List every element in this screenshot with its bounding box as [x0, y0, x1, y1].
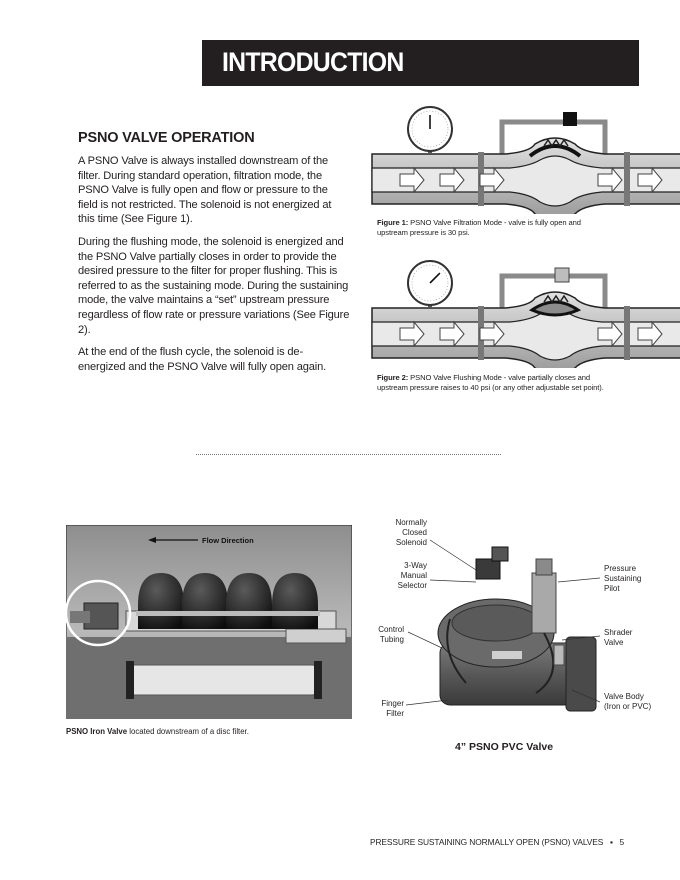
disc-filter-photo [66, 525, 352, 719]
label-finger-filter: Finger Filter [381, 699, 404, 718]
paragraph-3: At the end of the flush cycle, the solenoid is de-energized and the PSNO Valve will fully open again. [78, 346, 327, 373]
page-title: INTRODUCTION [222, 47, 404, 77]
section-title: PSNO VALVE OPERATION [78, 130, 255, 146]
figure-1-text: PSNO Valve Filtration Mode - valve is fully open and upstream pressure is 30 psi. [377, 218, 581, 237]
figure-2-caption [377, 373, 609, 393]
valve-title: 4” PSNO PVC Valve [455, 741, 554, 753]
paragraph-1: A PSNO Valve is always installed downstream of the filter. During standard operation, filtration mode, the PSNO Valve is fully open and flow or pressure to the field is not restricted. The solenoid is not energized at this time (See Figure 1). [78, 155, 332, 226]
figure-2-label: Figure 2: [377, 373, 409, 382]
label-control-tubing: Control Tubing [378, 625, 404, 644]
header-bar [202, 40, 639, 86]
psno-pvc-valve-photo [436, 533, 598, 733]
page-footer [370, 837, 624, 847]
figure-1-caption [377, 218, 609, 238]
section-divider [196, 454, 501, 455]
photo-caption [66, 727, 249, 736]
figure-1-label: Figure 1: [377, 218, 409, 227]
photo-caption-text: located downstream of a disc filter. [127, 727, 249, 736]
label-solenoid: Normally Closed Solenoid [395, 518, 427, 547]
label-valve-body: Valve Body (Iron or PVC) [604, 692, 652, 711]
paragraph-2: During the flushing mode, the solenoid is energized and the PSNO Valve partially closes in order to provide the desired pressure to the filter for proper flushing. This is referred to as the sustaining mode. During the sustaining mode, the valve maintains a “set” upstream pressure regardless of flow rate or pressure variations (See Figure 2). [78, 236, 350, 336]
footer-separator: ▪ [609, 837, 613, 847]
label-shrader-valve: Shrader Valve [604, 628, 633, 647]
footer-text: PRESSURE SUSTAINING NORMALLY OPEN (PSNO) VALVES [370, 837, 604, 847]
label-sustaining-pilot: Pressure Sustaining Pilot [604, 564, 642, 593]
figure-2-diagram [370, 258, 680, 368]
flow-direction-label: Flow Direction [202, 536, 254, 545]
figure-2-text: PSNO Valve Flushing Mode - valve partially closes and upstream pressure raises to 40 psi (or any other adjustable set point). [377, 373, 604, 392]
page-number: 5 [619, 837, 625, 847]
photo-caption-bold: PSNO Iron Valve [66, 727, 128, 736]
label-manual-selector: 3-Way Manual Selector [397, 561, 427, 590]
figure-1-diagram [370, 104, 680, 214]
